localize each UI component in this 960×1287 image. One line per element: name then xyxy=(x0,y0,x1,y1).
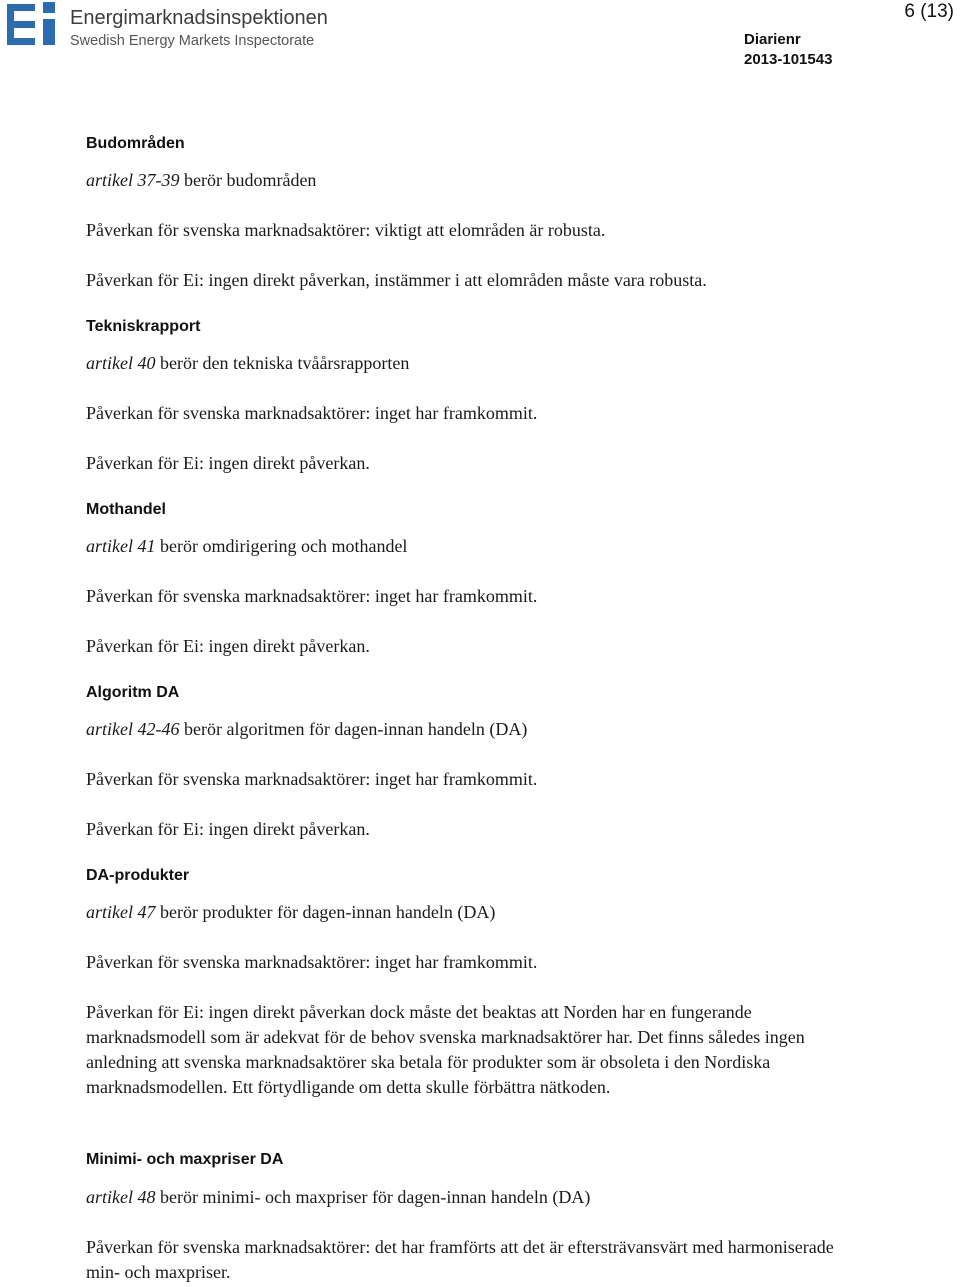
impact-actors: Påverkan för svenska marknadsaktörer: det har framförts att det är eftersträvansvärt med harmoniserade min- och maxpriser. xyxy=(86,1237,834,1282)
impact-ei: Påverkan för Ei: ingen direkt påverkan. xyxy=(86,819,370,839)
page-header xyxy=(0,0,960,80)
article-text: berör minimi- och maxpriser för dagen-innan handeln (DA) xyxy=(155,1187,591,1207)
article-ref: artikel 48 xyxy=(86,1187,156,1207)
article-ref: artikel 37-39 xyxy=(86,170,180,190)
org-name: Energimarknadsinspektionen xyxy=(70,7,328,29)
section-heading: Tekniskrapport xyxy=(86,318,201,335)
article-ref: artikel 42-46 xyxy=(86,719,180,739)
org-subtitle: Swedish Energy Markets Inspectorate xyxy=(70,33,315,49)
impact-ei: Påverkan för Ei: ingen direkt påverkan. xyxy=(86,453,370,473)
article-text: berör omdirigering och mothandel xyxy=(155,536,408,556)
impact-actors: Påverkan för svenska marknadsaktörer: inget har framkommit. xyxy=(86,769,538,789)
section-heading: Mothandel xyxy=(86,501,166,518)
article-line xyxy=(86,168,866,193)
article-ref: artikel 40 xyxy=(86,353,156,373)
article-line xyxy=(86,717,866,742)
article-line xyxy=(86,351,866,376)
article-ref: artikel 47 xyxy=(86,902,156,922)
diarie-block xyxy=(744,30,832,70)
article-text: berör algoritmen för dagen-innan handeln (DA) xyxy=(179,719,528,739)
article-line xyxy=(86,534,866,559)
page-number: 6 (13) xyxy=(904,1,954,22)
article-text: berör budområden xyxy=(179,170,317,190)
impact-actors: Påverkan för svenska marknadsaktörer: inget har framkommit. xyxy=(86,952,538,972)
article-ref: artikel 41 xyxy=(86,536,156,556)
impact-actors: Påverkan för svenska marknadsaktörer: viktigt att elområden är robusta. xyxy=(86,220,606,240)
impact-actors: Påverkan för svenska marknadsaktörer: inget har framkommit. xyxy=(86,403,538,423)
article-text: berör produkter för dagen-innan handeln (DA) xyxy=(155,902,496,922)
section-heading: Algoritm DA xyxy=(86,684,180,701)
diarie-number: 2013-101543 xyxy=(744,51,833,68)
section-heading: Budområden xyxy=(86,135,185,152)
ei-logo-icon xyxy=(7,2,59,48)
impact-actors: Påverkan för svenska marknadsaktörer: inget har framkommit. xyxy=(86,586,538,606)
article-line xyxy=(86,900,866,925)
diarie-label: Diarienr xyxy=(744,31,801,48)
impact-ei: Påverkan för Ei: ingen direkt påverkan, instämmer i att elområden måste vara robusta. xyxy=(86,270,707,290)
section-heading: Minimi- och maxpriser DA xyxy=(86,1151,284,1168)
article-line xyxy=(86,1185,866,1210)
article-text: berör den tekniska tvåårsrapporten xyxy=(155,353,410,373)
section-heading: DA-produkter xyxy=(86,867,190,884)
impact-ei: Påverkan för Ei: ingen direkt påverkan. xyxy=(86,636,370,656)
impact-ei: Påverkan för Ei: ingen direkt påverkan dock måste det beaktas att Norden har en fungerande marknadsmodell som är adekvat för de behov svenska marknadsaktörer har. Det finns således ingen anledning att svenska marknadsaktörer ska betala för produkter som är obsoleta i den Nordiska marknadsmodellen. Ett förtydligande om detta skulle förbättra nätkoden. xyxy=(86,1002,805,1097)
